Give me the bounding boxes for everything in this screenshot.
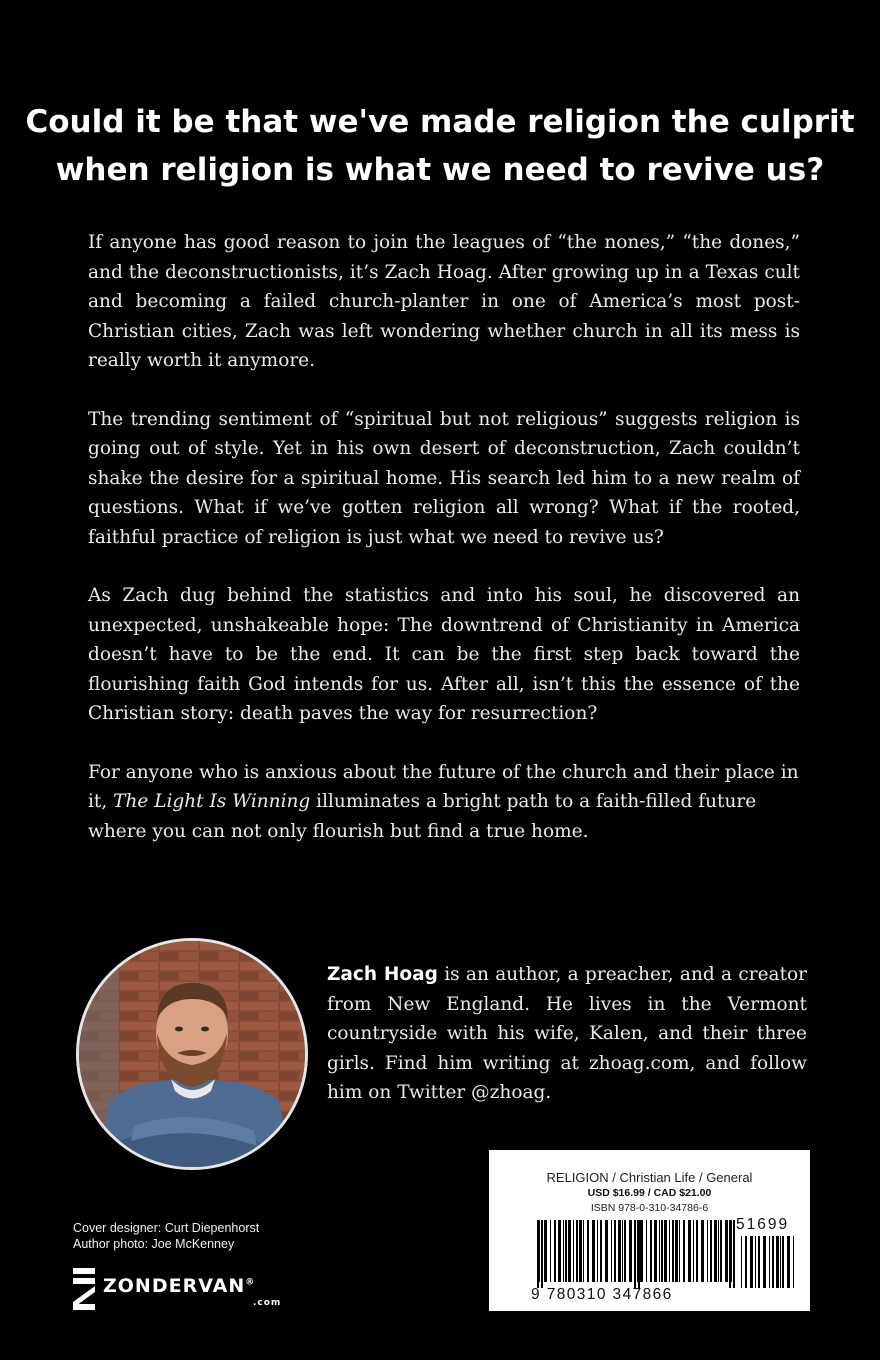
ean-bar <box>618 1220 621 1282</box>
bisac-category: RELIGION / Christian Life / General <box>546 1170 753 1185</box>
addon-bar <box>782 1236 784 1288</box>
publisher-name <box>103 1275 255 1297</box>
ean-bar <box>664 1220 667 1282</box>
price: USD $16.99 / CAD $21.00 <box>587 1187 712 1199</box>
ean-bar <box>565 1220 567 1282</box>
guard-bar <box>729 1220 731 1288</box>
ean-bar <box>659 1220 660 1282</box>
closing-after: illuminates a bright path to a faith-filled future where you can not only flourish but find a true home. <box>88 791 757 842</box>
ean-bar <box>669 1220 670 1282</box>
ean-bar <box>693 1220 694 1282</box>
guard-bar <box>733 1220 735 1288</box>
ean-bar <box>573 1220 574 1282</box>
ean-bar <box>683 1220 685 1282</box>
description-paragraph-1: If anyone has good reason to join the leagues of “the nones,” “the dones,” and the deconstructionists, it’s Zach Hoag. After growing up in a Texas cult and becoming a failed church-planter in one of America’s most post-Christian cities, Zach was left wondering whether church in all its mess is really worth it anymore. <box>88 232 800 371</box>
ean-bar <box>579 1220 582 1282</box>
author-bio-text: is an author, a preacher, and a creator from New England. He lives in the Vermont countryside with his wife, Kalen, and their three girls. Find him writing at zhoag.com, and follow him on Twitter @zhoag. <box>327 964 808 1103</box>
ean-bar <box>675 1220 678 1282</box>
addon-bar <box>750 1236 753 1288</box>
addon-bar <box>776 1236 779 1288</box>
description-paragraph-3: As Zach dug behind the statistics and into his soul, he discovered an unexpected, unshakeable hope: The downtrend of Christianity in America doesn’t have to be the end. It can be the first step back toward the flourishing faith God intends for us. After all, isn’t this the essence of the Christian story: death paves the way for resurrection? <box>88 585 800 724</box>
description-paragraph-4 <box>88 758 800 847</box>
addon-bar <box>755 1236 756 1288</box>
ean-bar <box>550 1220 551 1282</box>
barcode-label <box>489 1150 810 1311</box>
ean-bar <box>600 1220 602 1282</box>
ean-bar <box>650 1220 652 1282</box>
ean-bar <box>563 1220 564 1282</box>
ean-bar <box>592 1220 595 1282</box>
addon-bar <box>787 1236 790 1288</box>
author-photo <box>76 938 308 1170</box>
ean-bar <box>597 1220 598 1282</box>
ean-bar <box>587 1220 589 1282</box>
ean-bar <box>688 1220 691 1282</box>
publisher-name-text: ZONDERVAN <box>103 1275 246 1297</box>
guard-bar <box>634 1220 636 1288</box>
addon-bar <box>769 1236 770 1288</box>
isbn: ISBN 978-0-310-34786-6 <box>590 1202 709 1214</box>
zondervan-mark-icon <box>73 1268 95 1310</box>
addon-bar <box>763 1236 766 1288</box>
addon-bar <box>772 1236 774 1288</box>
ean-bar <box>568 1220 571 1282</box>
author-portrait-illustration <box>79 941 305 1167</box>
ean-bar <box>614 1220 616 1282</box>
ean-bar <box>558 1220 561 1282</box>
ean-bar <box>539 1220 540 1282</box>
ean-bar <box>583 1220 584 1282</box>
credits <box>73 1221 393 1252</box>
description <box>88 228 800 875</box>
ean-bar <box>707 1220 708 1282</box>
headline-line-2: when religion is what we need to revive us? <box>55 152 825 188</box>
ean-bar <box>718 1220 719 1282</box>
ean-bar <box>629 1220 632 1282</box>
publisher-suffix: .com <box>253 1298 282 1308</box>
ean-bar <box>576 1220 578 1282</box>
ean-bar <box>714 1220 717 1282</box>
guard-bar <box>537 1220 539 1288</box>
ean-bar <box>640 1220 643 1282</box>
ean-bar <box>605 1220 608 1282</box>
ean-bar <box>622 1220 623 1282</box>
barcode-addon-digits: 51699 <box>736 1216 790 1233</box>
ean-bar <box>696 1220 698 1282</box>
ean-bar <box>654 1220 657 1282</box>
ean-bar <box>672 1220 674 1282</box>
zondervan-logo <box>73 1268 313 1314</box>
book-title: The Light Is Winning <box>113 791 311 812</box>
ean-bar <box>679 1220 680 1282</box>
ean-bar <box>544 1220 547 1282</box>
ean-bar <box>720 1220 722 1282</box>
headline-line-1: Could it be that we've made religion the culprit <box>25 104 855 140</box>
closing-before: For anyone who is anxious about the future of the church and their place in it, <box>88 761 799 812</box>
author-photo-credit: Author photo: Joe McKenney <box>73 1236 235 1251</box>
ean-bar <box>731 1220 732 1282</box>
addon-bar <box>758 1236 760 1288</box>
guard-bar <box>541 1220 543 1288</box>
headline <box>0 98 880 194</box>
ean-bar <box>725 1220 728 1282</box>
ean-bar <box>701 1220 704 1282</box>
ean-bar <box>554 1220 556 1282</box>
addon-bar <box>793 1236 794 1288</box>
barcode-digits: 9 780310 347866 <box>531 1286 673 1303</box>
cover-designer-credit: Cover designer: Curt Diepenhorst <box>73 1221 260 1235</box>
description-paragraph-2: The trending sentiment of “spiritual but not religious” suggests religion is going out of style. Yet in his own desert of deconstruction, Zach couldn’t shake the desire for a spiritual home. His search led him to a new realm of questions. What if we’ve gotten religion all wrong? What if the rooted, faithful practice of religion is just what we need to revive us? <box>88 408 800 548</box>
addon-bar <box>741 1236 742 1288</box>
ean-bar <box>646 1220 647 1282</box>
author-bio <box>327 960 807 1108</box>
registered-mark: ® <box>245 1277 256 1288</box>
author-name: Zach Hoag <box>327 964 438 985</box>
ean-bar <box>661 1220 663 1282</box>
addon-bar <box>745 1236 747 1288</box>
ean-bar <box>611 1220 612 1282</box>
addon-bar <box>780 1236 781 1288</box>
guard-bar <box>638 1220 640 1288</box>
ean-bar <box>710 1220 712 1282</box>
ean-bar <box>624 1220 626 1282</box>
